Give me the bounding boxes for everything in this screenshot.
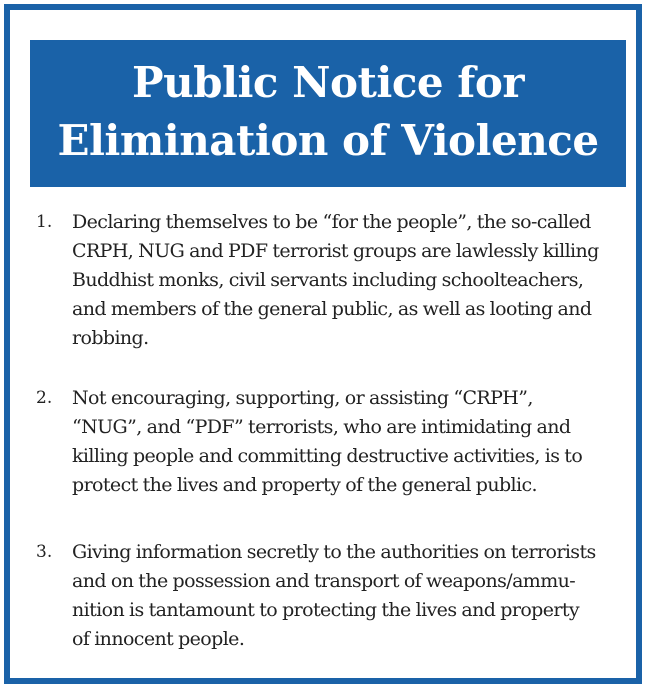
- item-line: Buddhist monks, civil servants including schoolteachers,: [72, 269, 584, 291]
- item-line: nition is tantamount to protecting the lives and property: [72, 599, 580, 621]
- item-text: [72, 208, 627, 353]
- item-number: 1.: [36, 212, 53, 232]
- item-line: protect the lives and property of the general public.: [72, 474, 537, 496]
- item-text: [72, 538, 627, 654]
- title-line-1: Public Notice for: [132, 58, 524, 107]
- item-line: Declaring themselves to be “for the people”, the so-called: [72, 211, 591, 233]
- item-line: Not encouraging, supporting, or assisting “CRPH”,: [72, 387, 533, 409]
- notice-title: [30, 40, 626, 187]
- notice-frame: [4, 4, 642, 684]
- item-text: [72, 384, 627, 500]
- item-line: and members of the general public, as well as looting and: [72, 298, 592, 320]
- title-line-2: Elimination of Violence: [57, 116, 599, 165]
- item-line: robbing.: [72, 327, 149, 349]
- item-line: and on the possession and transport of weapons/ammu-: [72, 570, 576, 592]
- item-line: CRPH, NUG and PDF terrorist groups are lawlessly killing: [72, 240, 599, 262]
- item-line: Giving information secretly to the authorities on terrorists: [72, 541, 596, 563]
- item-line: killing people and committing destructive activities, is to: [72, 445, 583, 467]
- item-number: 2.: [36, 388, 53, 408]
- item-number: 3.: [36, 542, 53, 562]
- item-line: of innocent people.: [72, 628, 245, 650]
- item-line: “NUG”, and “PDF” terrorists, who are intimidating and: [72, 416, 571, 438]
